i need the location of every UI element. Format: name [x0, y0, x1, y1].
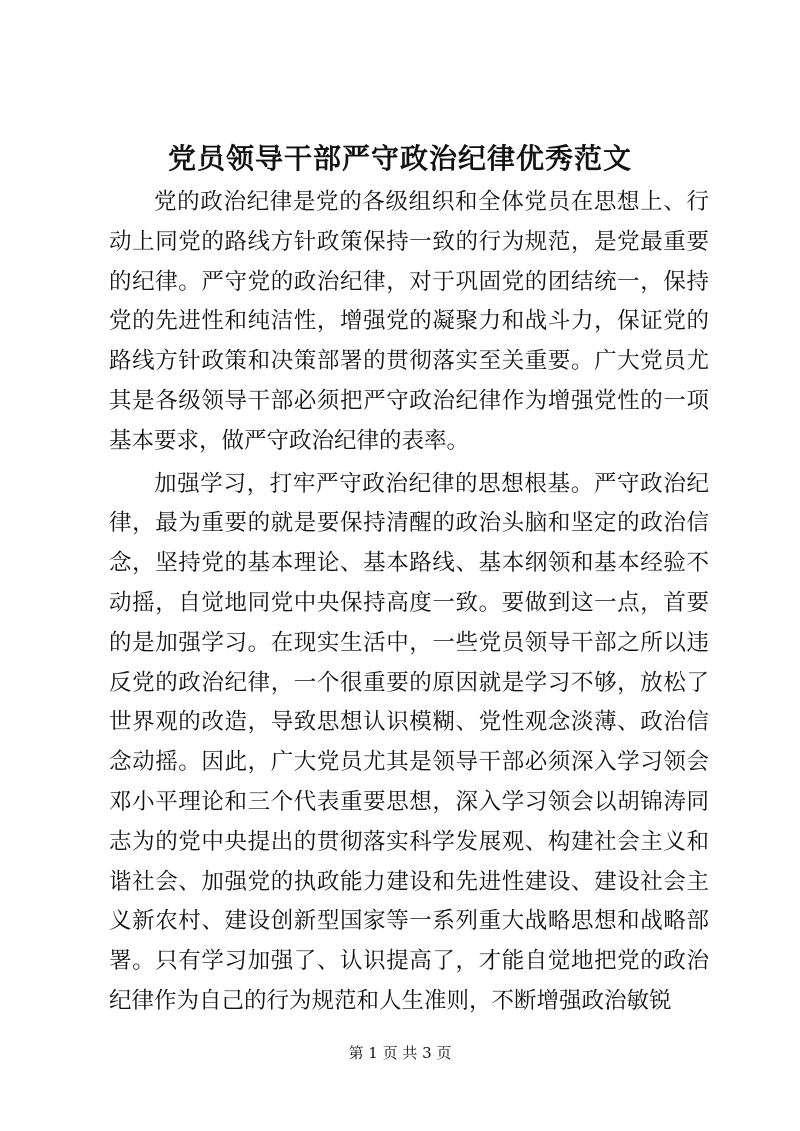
- document-body: [109, 183, 709, 1025]
- page-number-footer: 第 1 页 共 3 页: [348, 1044, 452, 1062]
- body-paragraph: 加强学习，打牢严守政治纪律的思想根基。严守政治纪律，最为重要的就是要保持清醒的政治头脑和坚定的政治信念，坚持党的基本理论、基本路线、基本纲领和基本经验不动摇，自觉地同党中央保持高度一致。要做到这一点，首要的是加强学习。在现实生活中，一些党员领导干部之所以违反党的政治纪律，一个很重要的原因就是学习不够，放松了世界观的改造，导致思想认识模糊、党性观念淡薄、政治信念动摇。因此，广大党员尤其是领导干部必须深入学习领会邓小平理论和三个代表重要思想，深入学习领会以胡锦涛同志为的党中央提出的贯彻落实科学发展观、构建社会主义和谐社会、加强党的执政能力建设和先进性建设、建设社会主义新农村、建设创新型国家等一系列重大战略思想和战略部署。只有学习加强了、认识提高了，才能自觉地把党的政治纪律作为自己的行为规范和人生准则，不断增强政治敏锐: [109, 470, 709, 1014]
- document-title: 党员领导干部严守政治纪律优秀范文: [167, 142, 632, 175]
- body-paragraph: 党的政治纪律是党的各级组织和全体党员在思想上、行动上同党的路线方针政策保持一致的行为规范，是党最重要的纪律。严守党的政治纪律，对于巩固党的团结统一，保持党的先进性和纯洁性，增强党的凝聚力和战斗力，保证党的路线方针政策和决策部署的贯彻落实至关重要。广大党员尤其是各级领导干部必须把严守政治纪律作为增强党性的一项基本要求，做严守政治纪律的表率。: [109, 189, 709, 454]
